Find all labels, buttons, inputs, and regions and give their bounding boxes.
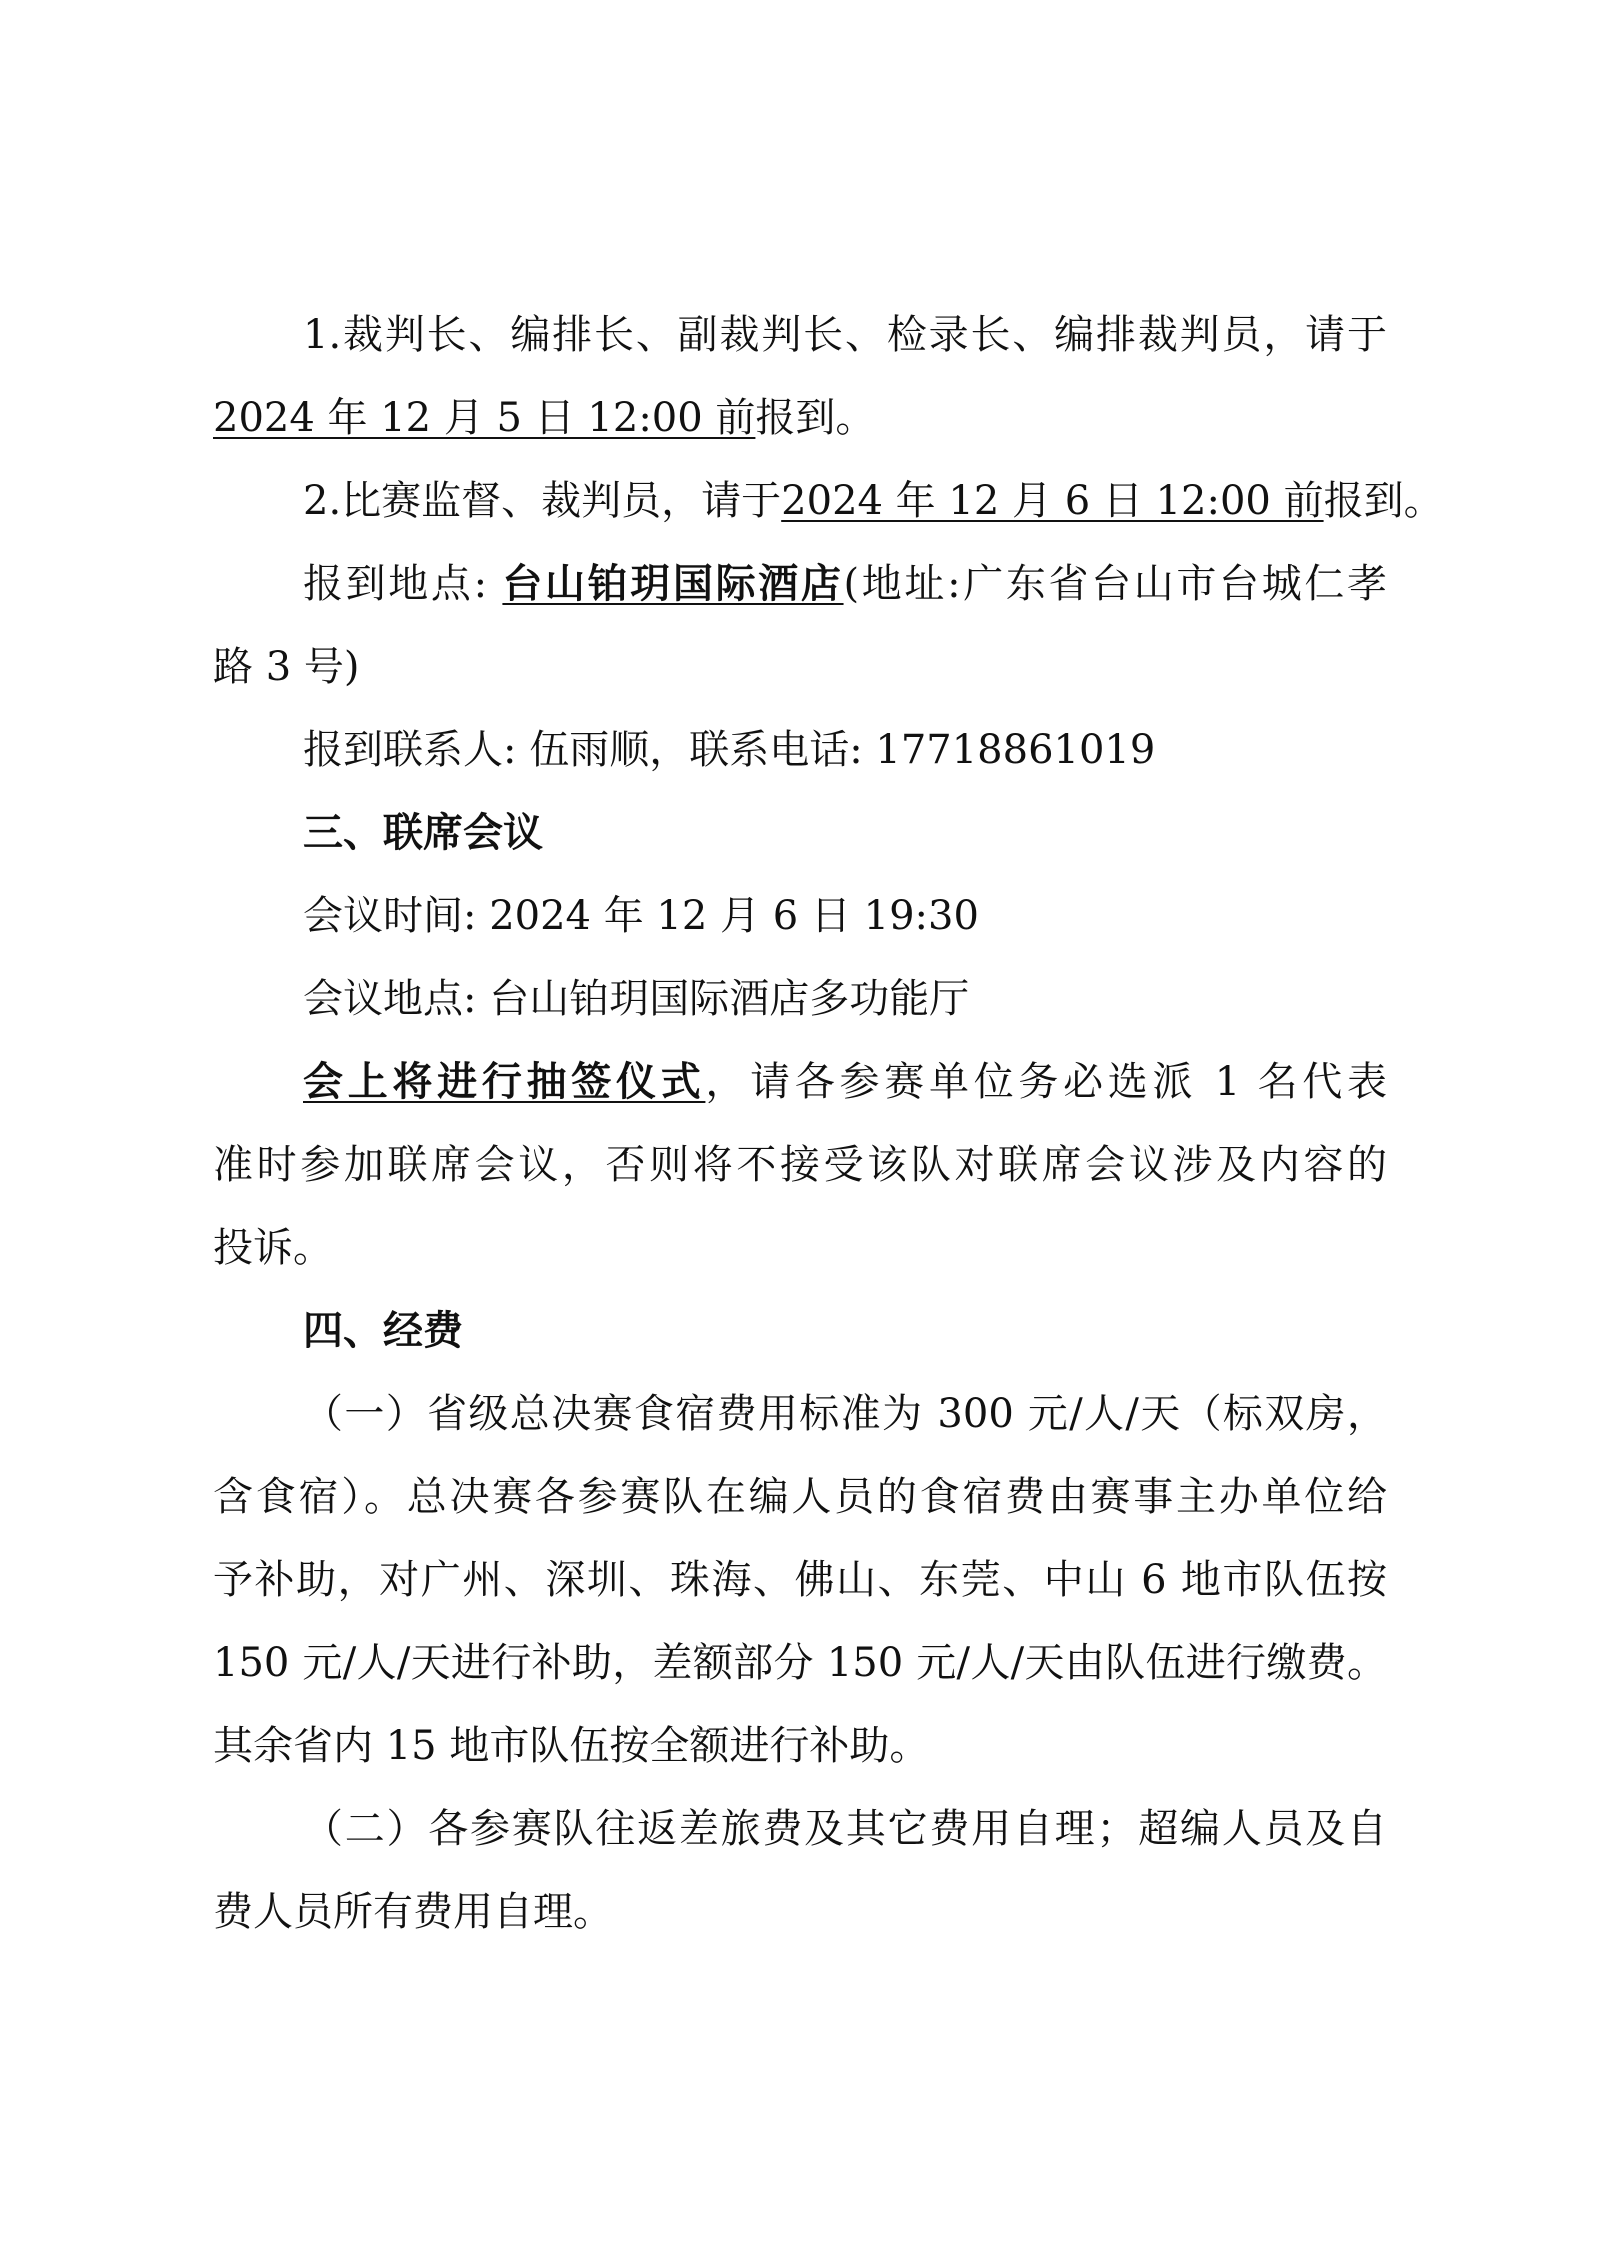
funds-p1-text: （一）省级总决赛食宿费用标准为 300 元/人/天（标双房， — [303, 1391, 1387, 1437]
report-item-2-date: 2024 年 12 月 6 日 12:00 前 — [781, 478, 1324, 524]
meeting-time: 会议时间: 2024 年 12 月 6 日 19:30 — [303, 893, 979, 939]
funds-p1-text-3: 予补助，对广州、深圳、珠海、佛山、东莞、中山 6 地市队伍按 — [213, 1557, 1387, 1603]
meeting-heading-text: 三、联席会议 — [303, 810, 543, 856]
report-item-1-line-1 — [303, 310, 1387, 360]
report-place-line-2 — [213, 642, 1387, 692]
meeting-draw-text-end: 投诉。 — [213, 1225, 333, 1271]
funds-p1-line-1 — [303, 1389, 1387, 1439]
meeting-draw-emphasis: 会上将进行抽签仪式 — [303, 1059, 706, 1105]
funds-p1-line-2 — [213, 1472, 1387, 1522]
funds-p2-line-1 — [303, 1804, 1387, 1854]
meeting-draw-text-cont: 准时参加联席会议，否则将不接受该队对联席会议涉及内容的 — [213, 1142, 1387, 1188]
meeting-draw-line-3 — [213, 1223, 1387, 1273]
funds-p2-line-2 — [213, 1887, 1387, 1937]
funds-p1-text-5: 其余省内 15 地市队伍按全额进行补助。 — [213, 1723, 930, 1769]
report-place-line-1 — [303, 559, 1387, 609]
funds-p1-line-4 — [213, 1638, 1387, 1688]
report-place-label: 报到地点: — [303, 561, 503, 607]
report-contact: 报到联系人: 伍雨顺，联系电话: 17718861019 — [303, 727, 1156, 773]
funds-heading-text: 四、经费 — [303, 1308, 463, 1354]
report-contact-line — [303, 725, 1387, 775]
report-item-1-date: 2024 年 12 月 5 日 12:00 前 — [213, 395, 756, 441]
report-item-1-text: 1.裁判长、编排长、副裁判长、检录长、编排裁判员，请于 — [303, 312, 1387, 358]
report-item-2-text: 2.比赛监督、裁判员，请于 — [303, 478, 782, 524]
meeting-place-line — [303, 974, 1387, 1024]
report-item-1-line-2 — [213, 393, 1387, 443]
meeting-heading — [303, 808, 1387, 858]
funds-p1-line-3 — [213, 1555, 1387, 1605]
report-place-address: (地址:广东省台山市台城仁孝 — [843, 561, 1387, 607]
meeting-place: 会议地点: 台山铂玥国际酒店多功能厅 — [303, 976, 970, 1022]
funds-p2-text: （二）各参赛队往返差旅费及其它费用自理；超编人员及自 — [303, 1806, 1387, 1852]
meeting-draw-line-2 — [213, 1140, 1387, 1190]
funds-p1-line-5 — [213, 1721, 1387, 1771]
meeting-time-line — [303, 891, 1387, 941]
meeting-draw-line-1 — [303, 1057, 1387, 1107]
report-item-2-end: 报到。 — [1323, 478, 1444, 524]
report-item-2-line — [303, 476, 1444, 526]
report-place-name: 台山铂玥国际酒店 — [502, 561, 844, 607]
funds-p1-text-4: 150 元/人/天进行补助，差额部分 150 元/人/天由队伍进行缴费。 — [213, 1640, 1387, 1686]
report-place-address-cont: 路 3 号) — [213, 644, 360, 690]
meeting-draw-text: ，请各参赛单位务必选派 1 名代表 — [705, 1059, 1387, 1105]
funds-p2-text-2: 费人员所有费用自理。 — [213, 1889, 613, 1935]
funds-p1-text-2: 含食宿）。总决赛各参赛队在编人员的食宿费由赛事主办单位给 — [213, 1474, 1387, 1520]
funds-heading — [303, 1306, 1387, 1356]
report-item-1-end: 报到。 — [755, 395, 876, 441]
